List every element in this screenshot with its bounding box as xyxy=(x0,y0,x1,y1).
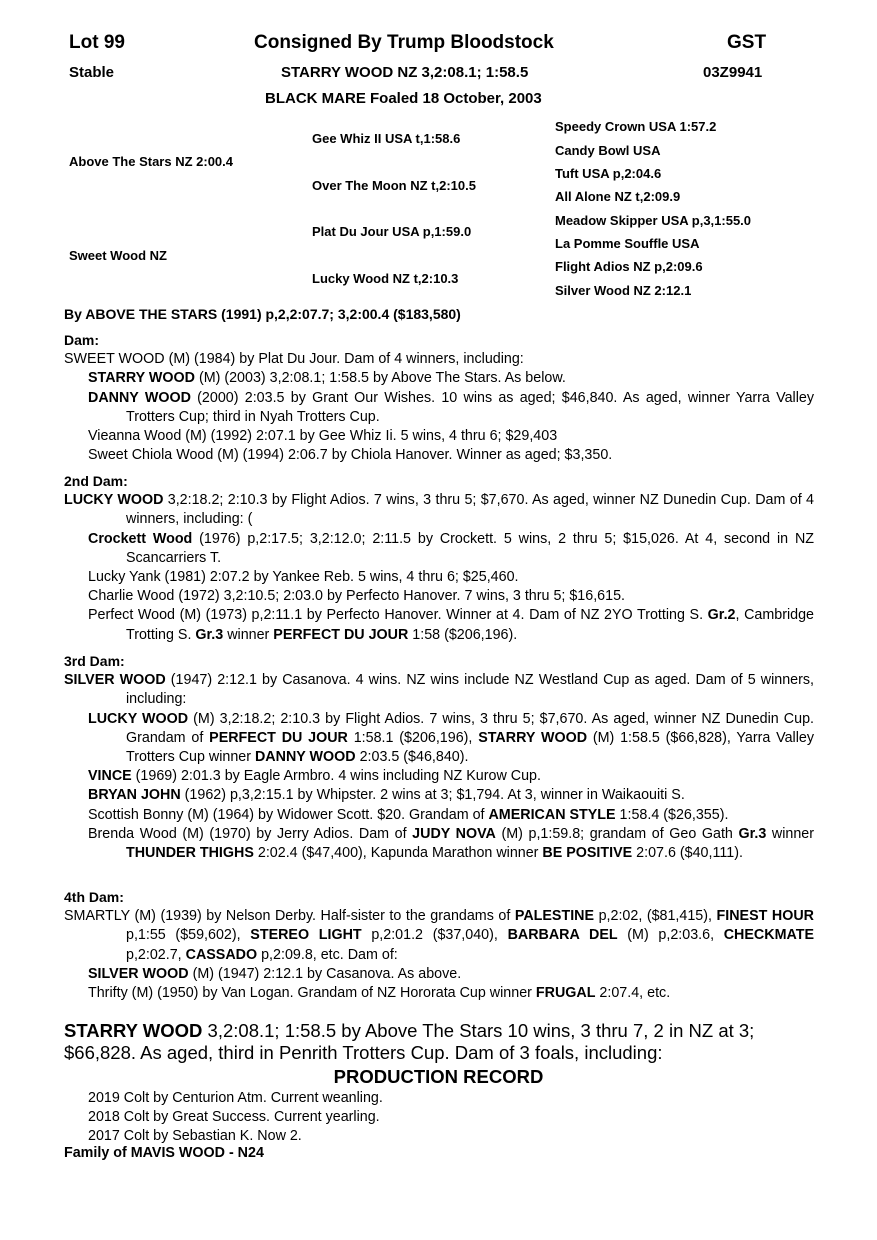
list-item: 2018 Colt by Great Success. Current yearling. xyxy=(88,1109,380,1126)
dam-section xyxy=(64,331,814,465)
list-item: Brenda Wood (M) (1970) by Jerry Adios. Dam of JUDY NOVA (M) p,1:59.8; grandam of Geo Gath Gr.3 winner THUNDER THIGHS 2:02.4 ($47,400), Kapunda Marathon winner BE POSITIVE 2:07.6 ($40,111). xyxy=(88,825,815,862)
pedigree-gen3: All Alone NZ t,2:09.9 xyxy=(555,189,681,204)
pedigree-gen2: Lucky Wood NZ t,2:10.3 xyxy=(312,271,459,286)
list-item: 2019 Colt by Centurion Atm. Current weanling. xyxy=(88,1090,383,1106)
fourth-dam-heading: 4th Dam: xyxy=(64,889,124,905)
list-item: LUCKY WOOD (M) 3,2:18.2; 2:10.3 by Flight Adios. 7 wins, 3 thru 5; $7,670. As aged, winner NZ Dunedin Cup. Grandam of PERFECT DU JOUR 1:58.1 ($206,196), STARRY WOOD (M) 1:58.5 ($66,828), Yarra Valley Trotters Cup winner DANNY WOOD 2:03.5 ($46,840). xyxy=(88,710,814,766)
pedigree-gen3: Speedy Crown USA 1:57.2 xyxy=(555,119,717,134)
production-record-list xyxy=(88,1089,383,1147)
second-dam-section xyxy=(64,472,814,645)
pedigree-gen3: La Pomme Souffle USA xyxy=(555,236,700,251)
lot-number: Lot 99 xyxy=(69,32,125,53)
family-line: Family of MAVIS WOOD - N24 xyxy=(64,1145,264,1161)
third-dam-heading: 3rd Dam: xyxy=(64,653,125,669)
consignor-title: Consigned By Trump Bloodstock xyxy=(254,32,554,53)
list-item: Crockett Wood (1976) p,2:17.5; 3,2:12.0; 2:11.5 by Crockett. 5 wins, 2 thru 5; $15,026. At 4, second in NZ Scancarriers T. xyxy=(88,530,815,566)
pedigree-gen3: Meadow Skipper USA p,3,1:55.0 xyxy=(555,213,752,228)
pedigree-sire: Above The Stars NZ 2:00.4 xyxy=(69,154,233,169)
list-item: 2017 Colt by Sebastian K. Now 2. xyxy=(88,1128,302,1145)
pedigree-gen3: Candy Bowl USA xyxy=(555,143,661,158)
second-dam-heading: 2nd Dam: xyxy=(64,473,128,489)
pedigree-gen2: Plat Du Jour USA p,1:59.0 xyxy=(312,224,472,239)
list-item: Scottish Bonny (M) (1964) by Widower Scott. $20. Grandam of AMERICAN STYLE 1:58.4 ($26,355). xyxy=(88,806,729,823)
dam-heading: Dam: xyxy=(64,332,100,348)
fourth-dam-section xyxy=(64,888,814,1003)
reference-code: 03Z9941 xyxy=(703,64,763,81)
list-item: VINCE (1969) 2:01.3 by Eagle Armbro. 4 wins including NZ Kurow Cup. xyxy=(88,768,541,785)
list-item: Lucky Yank (1981) 2:07.2 by Yankee Reb. 5 wins, 4 thru 6; $25,460. xyxy=(88,569,519,586)
second-dam-intro: LUCKY WOOD 3,2:18.2; 2:10.3 by Flight Adios. 7 wins, 3 thru 5; $7,670. As aged, winner NZ Dunedin Cup. Dam of 4 winners, including: ( xyxy=(64,492,814,528)
list-item: Perfect Wood (M) (1973) p,2:11.1 by Perfecto Hanover. Winner at 4. Dam of NZ 2YO Trotting S. Gr.2, Cambridge Trotting S. Gr.3 winner PERFECT DU JOUR 1:58 ($206,196). xyxy=(88,607,815,643)
list-item: STARRY WOOD (M) (2003) 3,2:08.1; 1:58.5 by Above The Stars. As below. xyxy=(88,370,566,387)
location: Stable xyxy=(69,64,115,81)
sale-code: GST xyxy=(727,32,767,53)
pedigree-gen2: Over The Moon NZ t,2:10.5 xyxy=(312,178,476,193)
horse-line: STARRY WOOD NZ 3,2:08.1; 1:58.5 xyxy=(281,64,529,81)
list-item: SILVER WOOD (M) (1947) 2:12.1 by Casanova. As above. xyxy=(88,965,462,982)
pedigree-dam: Sweet Wood NZ xyxy=(69,248,167,263)
pedigree-gen3: Silver Wood NZ 2:12.1 xyxy=(555,283,692,298)
third-dam-section xyxy=(64,652,814,863)
foaled-line: BLACK MARE Foaled 18 October, 2003 xyxy=(265,90,542,107)
list-item: Sweet Chiola Wood (M) (1994) 2:06.7 by Chiola Hanover. Winner as aged; $3,350. xyxy=(88,447,613,464)
pedigree-gen2: Gee Whiz II USA t,1:58.6 xyxy=(312,131,461,146)
horse-summary: STARRY WOOD 3,2:08.1; 1:58.5 by Above The Stars 10 wins, 3 thru 7, 2 in NZ at 3; $66,828. As aged, third in Penrith Trotters Cup. Dam of 3 foals, including: xyxy=(64,1020,755,1063)
third-dam-intro: SILVER WOOD (1947) 2:12.1 by Casanova. 4 wins. NZ wins include NZ Westland Cup as aged. Dam of 5 winners, including: xyxy=(64,672,814,708)
pedigree-gen3: Flight Adios NZ p,2:09.6 xyxy=(555,259,703,274)
list-item: DANNY WOOD (2000) 2:03.5 by Grant Our Wishes. 10 wins as aged; $46,840. As aged, winner Yarra Valley Trotters Cup; third in Nyah Trotters Cup. xyxy=(88,389,815,425)
production-record-title: PRODUCTION RECORD xyxy=(333,1066,544,1087)
list-item: Vieanna Wood (M) (1992) 2:07.1 by Gee Whiz Ii. 5 wins, 4 thru 6; $29,403 xyxy=(88,428,558,445)
list-item: Thrifty (M) (1950) by Van Logan. Grandam of NZ Hororata Cup winner FRUGAL 2:07.4, etc. xyxy=(88,985,671,1002)
list-item: BRYAN JOHN (1962) p,3,2:15.1 by Whipster. 2 wins at 3; $1,794. At 3, winner in Waikaouiti S. xyxy=(88,787,685,804)
sire-line: By ABOVE THE STARS (1991) p,2,2:07.7; 3,2:00.4 ($183,580) xyxy=(64,306,461,322)
dam-intro: SWEET WOOD (M) (1984) by Plat Du Jour. Dam of 4 winners, including: xyxy=(64,351,524,368)
list-item: Charlie Wood (1972) 3,2:10.5; 2:03.0 by Perfecto Hanover. 7 wins, 3 thru 5; $16,615. xyxy=(88,588,625,605)
pedigree-gen3: Tuft USA p,2:04.6 xyxy=(555,166,662,181)
fourth-dam-intro: SMARTLY (M) (1939) by Nelson Derby. Half-sister to the grandams of PALESTINE p,2:02, ($81,415), FINEST HOUR p,1:55 ($59,602), STEREO LIGHT p,2:01.2 ($37,040), BARBARA DEL (M) p,2:03.6, CHECKMATE p,2:02.7, CASSADO p,2:09.8, etc. Dam of: xyxy=(64,908,815,963)
